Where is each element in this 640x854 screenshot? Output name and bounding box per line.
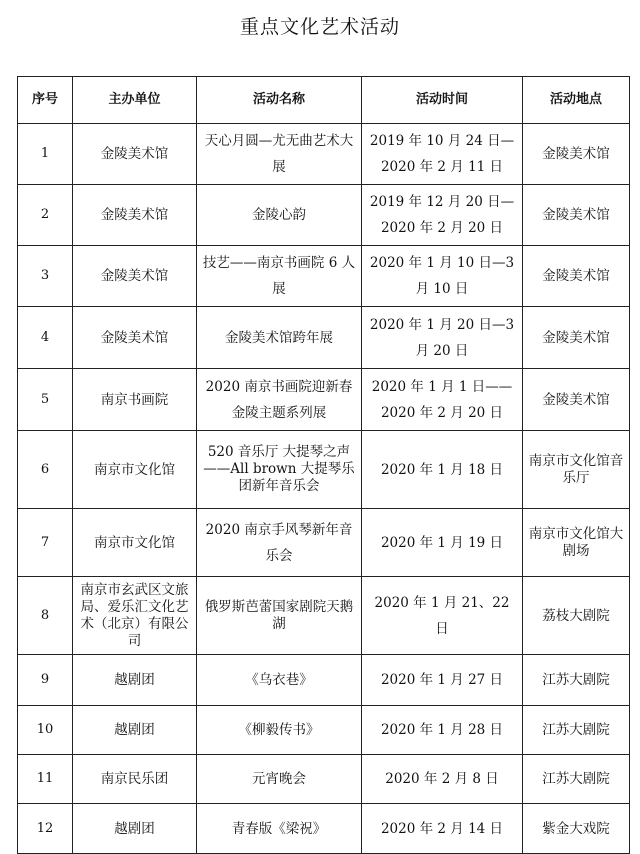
cell-no: 7: [18, 509, 73, 577]
cell-place: 金陵美术馆: [523, 185, 630, 246]
page-title: 重点文化艺术活动: [239, 16, 400, 38]
cell-org: 南京市玄武区文旅局、爱乐汇文化艺术（北京）有限公司: [73, 577, 197, 655]
cell-no: 1: [18, 124, 73, 185]
cell-no: 5: [18, 369, 73, 431]
cell-place: 江苏大剧院: [523, 655, 630, 706]
cell-org: 南京市文化馆: [73, 509, 197, 577]
cell-org: 南京书画院: [73, 369, 197, 431]
cell-place: 南京市文化馆大剧场: [523, 509, 630, 577]
cell-place: 荔枝大剧院: [523, 577, 630, 655]
header-org: 主办单位: [73, 77, 197, 124]
cell-time: 2020 年 1 月 10 日—3 月 10 日: [362, 246, 523, 307]
table-row: [18, 755, 630, 804]
cell-time: 2020 年 1 月 28 日: [362, 706, 523, 755]
cell-place: 金陵美术馆: [523, 124, 630, 185]
cell-time: 2020 年 1 月 21、22 日: [362, 577, 523, 655]
table-row: [18, 124, 630, 185]
header-no: 序号: [18, 77, 73, 124]
table-row: [18, 185, 630, 246]
cell-time: 2020 年 2 月 8 日: [362, 755, 523, 804]
cell-name: 《乌衣巷》: [197, 655, 362, 706]
table-row: [18, 246, 630, 307]
header-time: 活动时间: [362, 77, 523, 124]
cell-place: 金陵美术馆: [523, 307, 630, 369]
cell-org: 南京民乐团: [73, 755, 197, 804]
cell-no: 9: [18, 655, 73, 706]
table-row: [18, 655, 630, 706]
cell-org: 南京市文化馆: [73, 431, 197, 509]
cell-no: 8: [18, 577, 73, 655]
cell-name: 2020 南京手风琴新年音乐会: [197, 509, 362, 577]
cell-org: 金陵美术馆: [73, 124, 197, 185]
cell-place: 江苏大剧院: [523, 755, 630, 804]
cell-no: 10: [18, 706, 73, 755]
cell-time: 2020 年 1 月 19 日: [362, 509, 523, 577]
cell-time: 2019 年 10 月 24 日—2020 年 2 月 11 日: [362, 124, 523, 185]
cell-org: 越剧团: [73, 655, 197, 706]
cell-time: 2019 年 12 月 20 日—2020 年 2 月 20 日: [362, 185, 523, 246]
table-row: [18, 369, 630, 431]
cell-time: 2020 年 1 月 1 日——2020 年 2 月 20 日: [362, 369, 523, 431]
cell-no: 6: [18, 431, 73, 509]
cell-place: 江苏大剧院: [523, 706, 630, 755]
table-row: [18, 431, 630, 509]
table-row: [18, 706, 630, 755]
cell-place: 南京市文化馆音乐厅: [523, 431, 630, 509]
table-row: [18, 804, 630, 854]
cell-name: 元宵晚会: [197, 755, 362, 804]
cell-org: 金陵美术馆: [73, 307, 197, 369]
table-row: [18, 307, 630, 369]
cell-name: 金陵心韵: [197, 185, 362, 246]
cell-name: 金陵美术馆跨年展: [197, 307, 362, 369]
header-place: 活动地点: [523, 77, 630, 124]
cell-time: 2020 年 1 月 18 日: [362, 431, 523, 509]
cell-org: 金陵美术馆: [73, 185, 197, 246]
cell-place: 紫金大戏院: [523, 804, 630, 854]
cell-no: 2: [18, 185, 73, 246]
cell-name: 520 音乐厅 大提琴之声——All brown 大提琴乐团新年音乐会: [197, 431, 362, 509]
cell-org: 越剧团: [73, 706, 197, 755]
cell-place: 金陵美术馆: [523, 246, 630, 307]
cell-name: 天心月圆—尤无曲艺术大展: [197, 124, 362, 185]
cell-time: 2020 年 1 月 20 日—3 月 20 日: [362, 307, 523, 369]
cell-place: 金陵美术馆: [523, 369, 630, 431]
cell-no: 4: [18, 307, 73, 369]
cell-no: 12: [18, 804, 73, 854]
cell-no: 3: [18, 246, 73, 307]
cell-name: 2020 南京书画院迎新春金陵主题系列展: [197, 369, 362, 431]
cell-org: 越剧团: [73, 804, 197, 854]
cell-time: 2020 年 2 月 14 日: [362, 804, 523, 854]
cell-time: 2020 年 1 月 27 日: [362, 655, 523, 706]
table-row: [18, 509, 630, 577]
cell-name: 技艺——南京书画院 6 人展: [197, 246, 362, 307]
cell-name: 《柳毅传书》: [197, 706, 362, 755]
cell-org: 金陵美术馆: [73, 246, 197, 307]
cell-name: 俄罗斯芭蕾国家剧院天鹅湖: [197, 577, 362, 655]
header-name: 活动名称: [197, 77, 362, 124]
cell-name: 青春版《梁祝》: [197, 804, 362, 854]
activities-table: [17, 76, 630, 854]
table-header-row: [18, 77, 630, 124]
cell-no: 11: [18, 755, 73, 804]
table-row: [18, 577, 630, 655]
